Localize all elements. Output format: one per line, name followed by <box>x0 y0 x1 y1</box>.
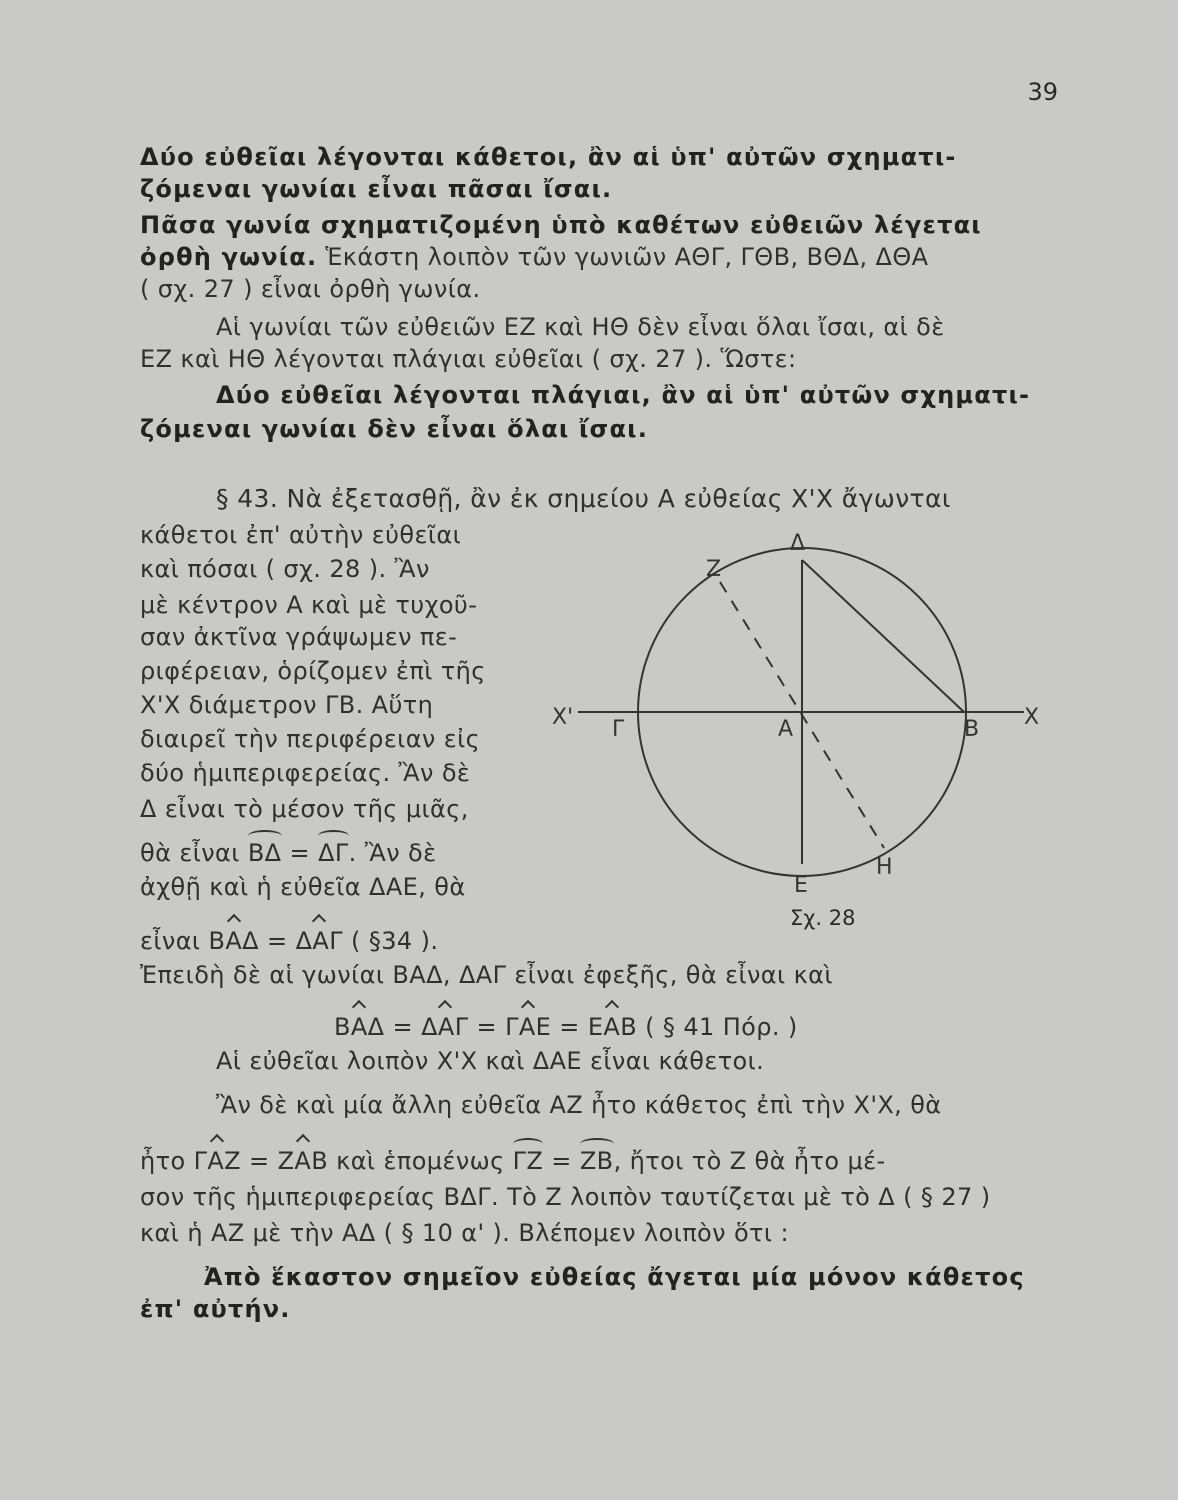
label-b: Β <box>964 717 980 742</box>
section-43-line: Χ'Χ διάμετρον ΓΒ. Αὕτη <box>140 691 434 719</box>
other-line: Ἂν δὲ καὶ μία ἄλλη εὐθεῖα ΑΖ ἦτο κάθετος ἐπὶ τὴν Χ'Χ, θὰ <box>216 1091 942 1119</box>
section-43-line: κάθετοι ἐπ' αὐτὴν εὐθεῖαι <box>140 521 462 549</box>
oblique-line: ΕΖ καὶ ΗΘ λέγονται πλάγιαι εὐθεῖαι ( σχ. 27 ). Ὥστε: <box>140 345 797 373</box>
uniqueness-equation: ἦτο ΓΑΖ = ΖΑΒ καὶ ἑπομένως ΓΖ = ΖΒ, ἤτοι τὸ Ζ θὰ ἦτο μέ- <box>140 1147 886 1175</box>
section-43-line: δύο ἡμιπεριφερείας. Ἂν δὲ <box>140 759 471 787</box>
definition-line: Δύο εὐθεῖαι λέγονται κάθετοι, ἂν αἱ ὑπ' αὐτῶν σχηματι- <box>140 143 957 171</box>
definition-line: ζόμεναι γωνίαι εἶναι πᾶσαι ἴσαι. <box>140 175 613 203</box>
body-line: καὶ ἡ ΑΖ μὲ τὴν ΑΔ ( § 10 α' ). Βλέπομεν λοιπὸν ὅτι : <box>140 1219 789 1247</box>
section-43-line: μὲ κέντρον Α καὶ μὲ τυχοῦ- <box>140 591 478 619</box>
right-angle-line-3: ( σχ. 27 ) εἶναι ὀρθὴ γωνία. <box>140 275 481 303</box>
label-a: Α <box>778 717 794 742</box>
chord-db <box>802 560 964 712</box>
arc-equation: θὰ εἶναι ΒΔ = ΔΓ. Ἂν δὲ <box>140 839 437 867</box>
conclusion-line: Ἀπὸ ἕκαστον σημεῖον εὐθείας ἄγεται μία μόνον κάθετος <box>204 1263 1025 1291</box>
section-43-line: καὶ πόσαι ( σχ. 28 ). Ἂν <box>140 555 430 583</box>
section-43-line: Δ εἶναι τὸ μέσον τῆς μιᾶς, <box>140 795 469 823</box>
right-angle-line: Πᾶσα γωνία σχηματιζομένη ὑπὸ καθέτων εὐθειῶν λέγεται <box>140 211 982 239</box>
label-d: Δ <box>790 531 806 556</box>
figure-28 <box>540 520 1060 910</box>
oblique-line: Αἱ γωνίαι τῶν εὐθειῶν ΕΖ καὶ ΗΘ δὲν εἶναι ὅλαι ἴσαι, αἱ δὲ <box>216 313 945 341</box>
four-angles-equation: ΒΑΔ = ΔΑΓ = ΓΑΕ = ΕΑΒ ( § 41 Πόρ. ) <box>334 1013 798 1041</box>
label-e: Ε <box>794 873 808 898</box>
perpendicular-line: Αἱ εὐθεῖαι λοιπὸν Χ'Χ καὶ ΔΑΕ εἶναι κάθετοι. <box>216 1047 765 1075</box>
figure-caption: Σχ. 28 <box>790 906 856 930</box>
section-43-heading: § 43. Νὰ ἐξετασθῇ, ἂν ἐκ σημείου Α εὐθείας Χ'Χ ἄγωνται <box>216 484 951 513</box>
right-angle-line-2: ὀρθὴ γωνία. Ἑκάστη λοιπὸν τῶν γωνιῶν ΑΘΓ, ΓΘΒ, ΒΘΔ, ΔΘΑ <box>140 243 929 271</box>
label-x: Χ <box>1024 705 1040 730</box>
section-43-line: ριφέρειαν, ὁρίζομεν ἐπὶ τῆς <box>140 657 486 685</box>
label-z: Ζ <box>706 557 722 582</box>
label-h: Η <box>876 855 893 880</box>
label-g: Γ <box>612 717 625 742</box>
adjacent-angles-line: Ἐπειδὴ δὲ αἱ γωνίαι ΒΑΔ, ΔΑΓ εἶναι ἐφεξῆς, θὰ εἶναι καὶ <box>140 961 833 989</box>
section-43-line: διαιρεῖ τὴν περιφέρειαν εἰς <box>140 725 481 753</box>
oblique-definition: ζόμεναι γωνίαι δὲν εἶναι ὅλαι ἴσαι. <box>140 415 649 443</box>
page-number: 39 <box>1027 78 1058 106</box>
section-43-line: ἀχθῇ καὶ ἡ εὐθεῖα ΔΑΕ, θὰ <box>140 873 466 901</box>
angle-equation: εἶναι ΒΑΔ = ΔΑΓ ( §34 ). <box>140 927 439 955</box>
body-line: σον τῆς ἡμιπεριφερείας ΒΔΓ. Τὸ Ζ λοιπὸν ταυτίζεται μὲ τὸ Δ ( § 27 ) <box>140 1183 991 1211</box>
label-xprime: Χ' <box>552 705 574 730</box>
section-43-line: σαν ἀκτῖνα γράψωμεν πε- <box>140 623 458 651</box>
conclusion-line: ἐπ' αὐτήν. <box>140 1295 291 1323</box>
oblique-definition: Δύο εὐθεῖαι λέγονται πλάγιαι, ἂν αἱ ὑπ' αὐτῶν σχηματι- <box>216 381 1031 409</box>
